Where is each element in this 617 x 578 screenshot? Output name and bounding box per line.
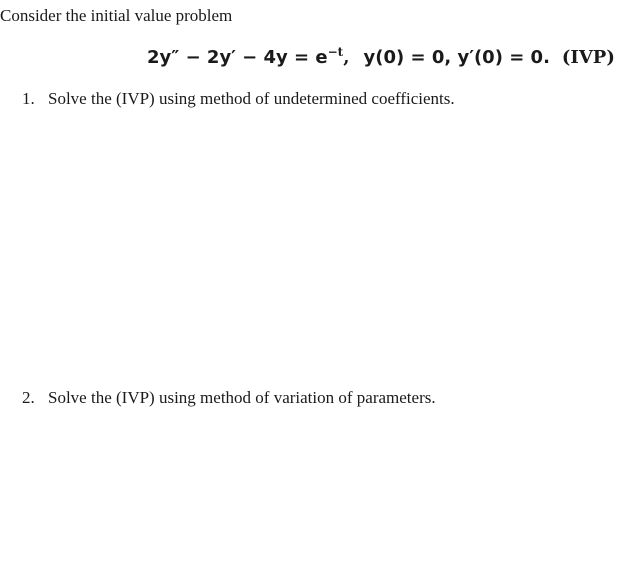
equation-exponent: −t xyxy=(327,45,344,59)
question-1-number: 1. xyxy=(22,89,35,108)
question-2-number: 2. xyxy=(22,388,35,407)
equation-conditions: y(0) = 0, y′(0) = 0. xyxy=(363,47,550,68)
ivp-equation xyxy=(147,45,615,68)
question-1 xyxy=(22,89,455,109)
equation-lhs: 2y″ − 2y′ − 4y = e xyxy=(147,47,328,68)
question-1-text: Solve the (IVP) using method of undetermined coefficients. xyxy=(48,89,455,108)
question-2 xyxy=(22,388,436,408)
intro-text: Consider the initial value problem xyxy=(0,6,233,25)
question-2-text: Solve the (IVP) using method of variation of parameters. xyxy=(48,388,436,407)
equation-comma: , xyxy=(343,47,350,68)
equation-tag: (IVP) xyxy=(561,47,615,68)
